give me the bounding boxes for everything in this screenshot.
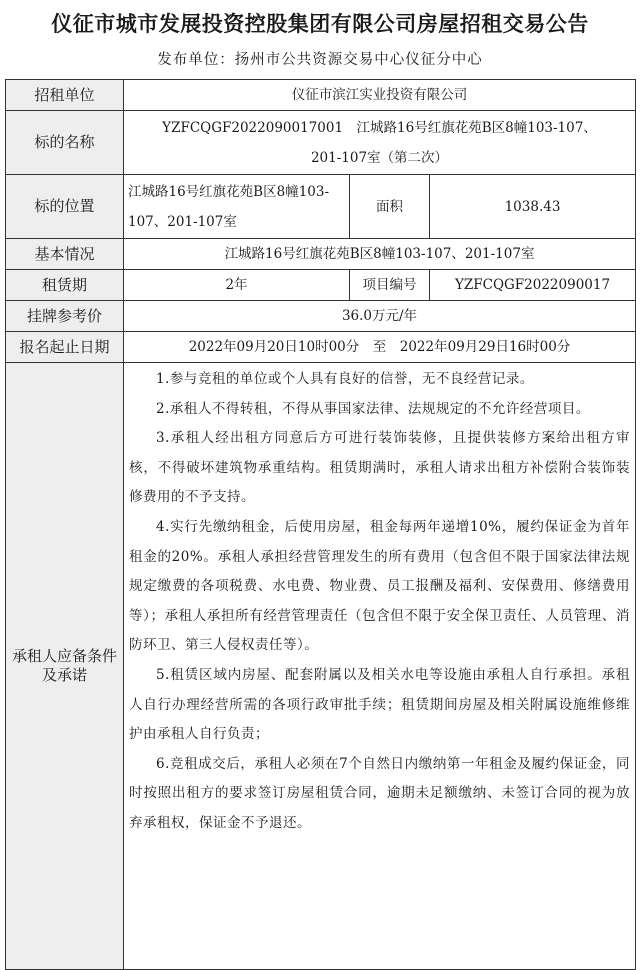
- conditions-list: [124, 363, 636, 970]
- table-row: [6, 270, 636, 301]
- publisher-line: 发布单位：扬州市公共资源交易中心仪征分中心: [157, 52, 483, 68]
- condition-item: 5.租赁区域内房屋、配套附属以及相关水电等设施由承租人自行承担。承租人自行办理经营所需的各项行政审批手续；租赁期间房屋及相关附属设施维修维护由承租人自行负责；: [129, 666, 631, 743]
- table-row: [6, 111, 636, 175]
- table-row: [6, 80, 636, 111]
- condition-item: 6.竞租成交后，承租人必须在7个自然日内缴纳第一年租金及履约保证金，同时按照出租方的要求签订房屋租赁合同，逾期未足额缴纳、未签订合同的视为放弃承租权，保证金不予退还。: [129, 755, 631, 831]
- area-label: 面积: [350, 175, 430, 239]
- condition-item: 2.承租人不得转租，不得从事国家法律、法规规定的不允许经营项目。: [156, 400, 590, 417]
- subject-name-label: 标的名称: [6, 111, 124, 175]
- lessor-label: 招租单位: [6, 80, 124, 111]
- lease-term-label: 租赁期: [6, 270, 124, 301]
- conditions-label: 承租人应备条件及承诺: [6, 363, 124, 970]
- notice-table: [5, 79, 636, 970]
- condition-item: 3.承租人经出租方同意后方可进行装饰装修，且提供装修方案给出租方审核，不得破坏建筑物承重结构。租赁期满时，承租人请求出租方补偿附合装饰装修费用的不予支持。: [129, 430, 631, 506]
- basic-info-label: 基本情况: [6, 239, 124, 270]
- lease-term-value: 2年: [124, 270, 350, 301]
- table-row: [6, 175, 636, 239]
- page-title: 仪征市城市发展投资控股集团有限公司房屋招租交易公告: [51, 12, 589, 36]
- table-row: [6, 239, 636, 270]
- table-row: [6, 301, 636, 332]
- reference-price-value: 36.0万元/年: [124, 301, 636, 332]
- reference-price-label: 挂牌参考价: [6, 301, 124, 332]
- subject-name-value: YZFCQGF2022090017001 江城路16号红旗花苑B区8幢103-107、201-107室（第二次）: [124, 111, 636, 175]
- table-row: [6, 363, 636, 970]
- location-value: 江城路16号红旗花苑B区8幢103-107、201-107室: [124, 175, 350, 239]
- project-number-label: 项目编号: [350, 270, 430, 301]
- basic-info-value: 江城路16号红旗花苑B区8幢103-107、201-107室: [124, 239, 636, 270]
- location-label: 标的位置: [6, 175, 124, 239]
- table-row: [6, 332, 636, 363]
- condition-item: 1.参与竞租的单位或个人具有良好的信誉，无不良经营记录。: [156, 371, 534, 387]
- registration-period-label: 报名起止日期: [6, 332, 124, 363]
- registration-period-value: 2022年09月20日10时00分 至 2022年09月29日16时00分: [124, 332, 636, 363]
- area-value: 1038.43: [430, 175, 636, 239]
- project-number-value: YZFCQGF2022090017: [430, 270, 636, 301]
- lessor-value: 仪征市滨江实业投资有限公司: [124, 80, 636, 111]
- condition-item: 4.实行先缴纳租金，后使用房屋，租金每两年递增10%，履约保证金为首年租金的20%。承租人承担经营管理发生的所有费用（包含但不限于国家法律法规规定缴费的各项税费、水电费、物业费、员工报酬及福利、安保费用、修缮费用等）；承租人承担所有经营管理责任（包含但不限于安全保卫责任、人员管理、消防环卫、第三人侵权责任等）。: [129, 518, 631, 654]
